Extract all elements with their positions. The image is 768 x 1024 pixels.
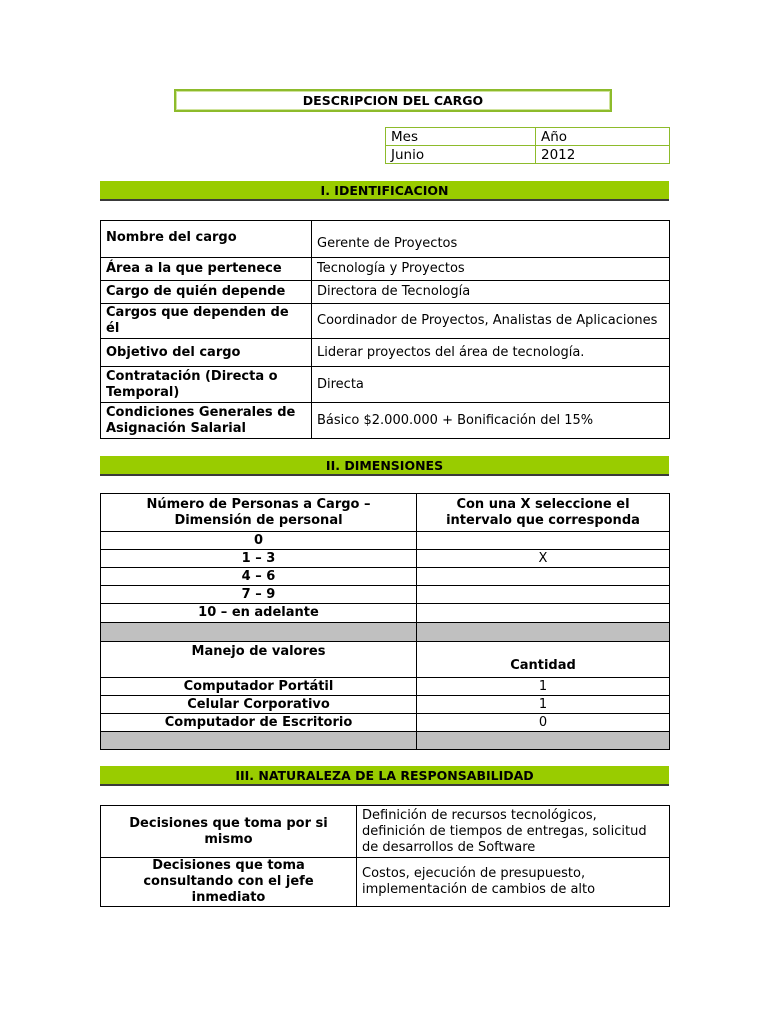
section-title: III. NATURALEZA DE LA RESPONSABILIDAD bbox=[235, 767, 534, 783]
separator-row bbox=[101, 732, 670, 750]
table-row bbox=[101, 604, 670, 623]
section-header-naturaleza bbox=[100, 766, 669, 786]
naturaleza-table bbox=[100, 805, 670, 907]
range-label: 0 bbox=[101, 532, 417, 550]
table-row bbox=[101, 339, 670, 367]
separator-cell bbox=[417, 732, 670, 750]
table-row bbox=[101, 714, 670, 732]
field-label: Área a la que pertenece bbox=[101, 258, 312, 281]
field-label: Cargo de quién depende bbox=[101, 281, 312, 304]
table-row bbox=[101, 281, 670, 304]
range-mark bbox=[417, 532, 670, 550]
table-row bbox=[101, 403, 670, 439]
month-value: Junio bbox=[386, 146, 536, 164]
table-row bbox=[101, 550, 670, 568]
section-header-identificacion bbox=[100, 181, 669, 201]
table-row bbox=[101, 642, 670, 678]
month-label: Mes bbox=[386, 128, 536, 146]
table-row bbox=[101, 494, 670, 532]
table-row bbox=[101, 258, 670, 281]
table-row bbox=[101, 221, 670, 258]
range-mark bbox=[417, 586, 670, 604]
dimensiones-table bbox=[100, 493, 670, 750]
date-table bbox=[385, 127, 670, 164]
decision-label: Decisiones que toma por si mismo bbox=[101, 806, 357, 858]
valor-label: Celular Corporativo bbox=[101, 696, 417, 714]
valor-label: Computador de Escritorio bbox=[101, 714, 417, 732]
section-header-dimensiones bbox=[100, 456, 669, 476]
field-label: Objetivo del cargo bbox=[101, 339, 312, 367]
range-label: 1 – 3 bbox=[101, 550, 417, 568]
valor-qty: 1 bbox=[417, 696, 670, 714]
field-label: Cargos que dependen de él bbox=[101, 304, 312, 339]
section-title: II. DIMENSIONES bbox=[325, 457, 444, 473]
year-label: Año bbox=[536, 128, 670, 146]
separator-cell bbox=[417, 623, 670, 642]
valores-header: Manejo de valores bbox=[101, 642, 417, 678]
personas-header: Número de Personas a Cargo – Dimensión de personal bbox=[101, 494, 417, 532]
year-value: 2012 bbox=[536, 146, 670, 164]
table-row bbox=[101, 678, 670, 696]
table-row bbox=[101, 586, 670, 604]
decision-value: Costos, ejecución de presupuesto, implementación de cambios de alto bbox=[357, 858, 670, 907]
valor-label: Computador Portátil bbox=[101, 678, 417, 696]
cantidad-header: Cantidad bbox=[417, 642, 670, 678]
table-row bbox=[101, 367, 670, 403]
section-title: I. IDENTIFICACION bbox=[320, 182, 449, 198]
valor-qty: 1 bbox=[417, 678, 670, 696]
field-value: Básico $2.000.000 + Bonificación del 15% bbox=[312, 403, 670, 439]
range-mark: X bbox=[417, 550, 670, 568]
table-row bbox=[101, 858, 670, 907]
field-label: Contratación (Directa o Temporal) bbox=[101, 367, 312, 403]
table-row bbox=[101, 568, 670, 586]
field-label: Condiciones Generales de Asignación Salarial bbox=[101, 403, 312, 439]
table-row bbox=[101, 304, 670, 339]
range-mark bbox=[417, 568, 670, 586]
separator-row bbox=[101, 623, 670, 642]
field-value: Liderar proyectos del área de tecnología. bbox=[312, 339, 670, 367]
field-label: Nombre del cargo bbox=[101, 221, 312, 258]
identificacion-table bbox=[100, 220, 670, 439]
valor-qty: 0 bbox=[417, 714, 670, 732]
table-row bbox=[101, 532, 670, 550]
separator-cell bbox=[101, 732, 417, 750]
range-label: 10 – en adelante bbox=[101, 604, 417, 623]
field-value: Coordinador de Proyectos, Analistas de Aplicaciones bbox=[312, 304, 670, 339]
field-value: Directora de Tecnología bbox=[312, 281, 670, 304]
decision-value: Definición de recursos tecnológicos, definición de tiempos de entregas, solicitud de desarrollos de Software bbox=[357, 806, 670, 858]
field-value: Tecnología y Proyectos bbox=[312, 258, 670, 281]
field-value: Gerente de Proyectos bbox=[312, 221, 670, 258]
table-row bbox=[101, 696, 670, 714]
document-title bbox=[174, 89, 612, 112]
range-label: 4 – 6 bbox=[101, 568, 417, 586]
intervalo-header: Con una X seleccione el intervalo que corresponda bbox=[417, 494, 670, 532]
decision-label: Decisiones que toma consultando con el jefe inmediato bbox=[101, 858, 357, 907]
document-title-text: DESCRIPCION DEL CARGO bbox=[302, 93, 484, 108]
range-label: 7 – 9 bbox=[101, 586, 417, 604]
range-mark bbox=[417, 604, 670, 623]
field-value: Directa bbox=[312, 367, 670, 403]
separator-cell bbox=[101, 623, 417, 642]
table-row bbox=[101, 806, 670, 858]
